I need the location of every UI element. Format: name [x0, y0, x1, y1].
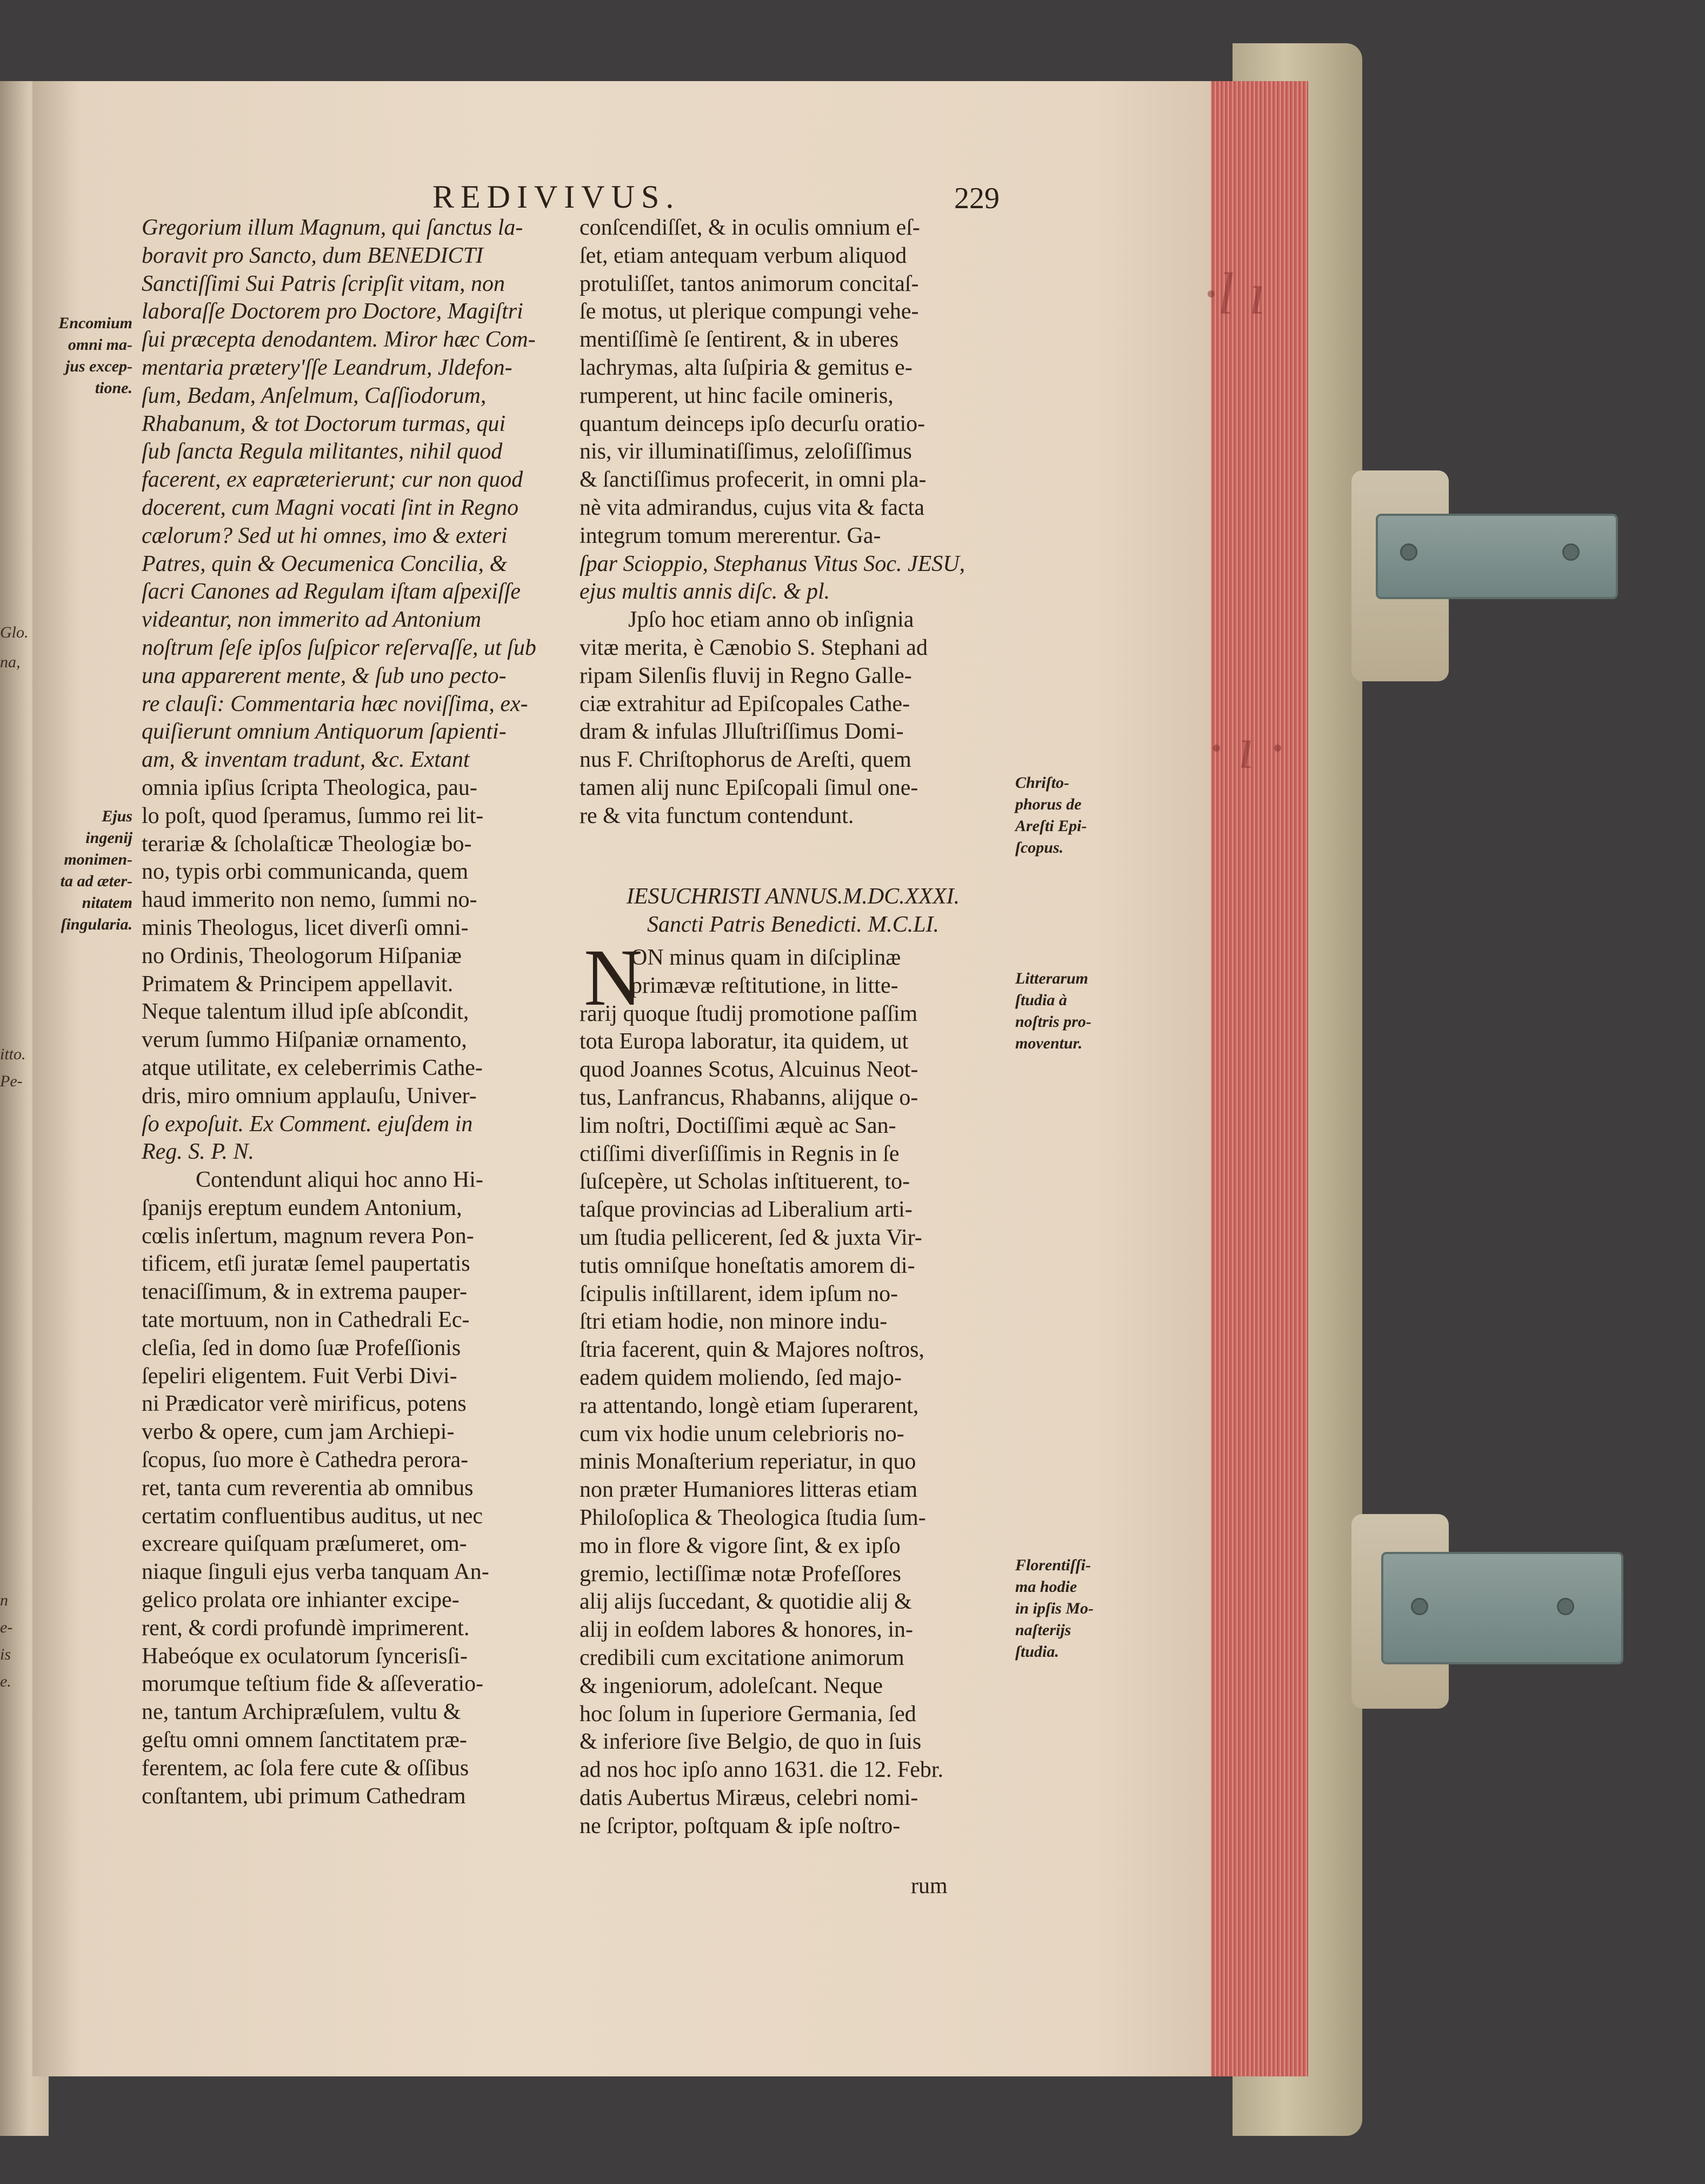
- text-line: ſtria facerent, quin & Majores noſtros,: [580, 1337, 924, 1363]
- margin-note-ingenij: Ejus ingenij monimen- ta ad æter- nitatem ſingularia.: [60, 807, 132, 933]
- text-line: ſet, etiam antequam verbum aliquod: [580, 243, 907, 268]
- text-line: ne ſcriptor, poſtquam & ipſe noſtro-: [580, 1813, 901, 1838]
- text-line: verum ſummo Hiſpaniæ ornamento,: [142, 1027, 467, 1053]
- left-text-column: [142, 214, 563, 1810]
- right-text-column-bottom: [580, 933, 1007, 1841]
- text-line: omnia ipſius ſcripta Theologica, pau-: [142, 775, 477, 800]
- text-line: verbo & opere, cum jam Archiepi-: [142, 1419, 455, 1445]
- text-line: Gregorium illum Magnum, qui ſanctus la-: [142, 215, 523, 240]
- text-line: ni Prædicator verè mirificus, potens: [142, 1391, 467, 1417]
- page-number: 229: [954, 182, 1000, 215]
- text-line: docerent, cum Magni vocati ſint in Regno: [142, 495, 519, 520]
- left-page-fragment: n: [0, 1591, 8, 1609]
- text-line: ſtri etiam hodie, non minore indu-: [580, 1309, 888, 1335]
- text-line: Philoſoplica & Theologica ſtudia ſum-: [580, 1505, 926, 1530]
- text-line: protuliſſet, tantos animorum concitaſ-: [580, 271, 919, 296]
- year-heading: IESUCHRISTI ANNUS.M.DC.XXXI.: [626, 884, 960, 909]
- text-line: conſcendiſſet, & in oculis omnium eſ-: [580, 215, 920, 240]
- text-line: ad nos hoc ipſo anno 1631. die 12. Febr.: [580, 1757, 944, 1783]
- text-line: tus, Lanfrancus, Rhabanns, alijque o-: [580, 1085, 918, 1110]
- text-line: ejus multis annis diſc. & pl.: [580, 579, 830, 605]
- text-line: tamen alij nunc Epiſcopali ſimul one-: [580, 775, 918, 800]
- text-line: mentiſſimè ſe ſentirent, & in uberes: [580, 327, 899, 353]
- rivet-icon: [1411, 1598, 1428, 1615]
- text-line: una apparerent mente, & ſub uno pecto-: [142, 663, 507, 688]
- margin-note-encomium: Encomium omni ma- jus excep- tione.: [58, 314, 132, 397]
- text-line: primævæ reſtitutione, in litte-: [631, 973, 898, 998]
- left-page-fragment: Pe-: [0, 1072, 23, 1090]
- text-line: ſcopus, ſuo more è Cathedra perora-: [142, 1448, 469, 1473]
- text-line: cælorum? Sed ut hi omnes, imo & exteri: [142, 523, 508, 548]
- text-line: ſcipulis inſtillarent, idem ipſum no-: [580, 1281, 898, 1306]
- text-line: ctiſſimi diverſiſſimis in Regnis in ſe: [580, 1141, 900, 1166]
- year-subheading: Sancti Patris Benedicti. M.C.LI.: [647, 912, 940, 937]
- text-line: nis, vir illuminatiſſimus, zeloſiſſimus: [580, 439, 912, 464]
- text-line: hoc ſolum in ſuperiore Germania, ſed: [580, 1701, 916, 1727]
- text-line: vitæ merita, è Cænobio S. Stephani ad: [580, 635, 928, 660]
- text-line: Reg. S. P. N.: [142, 1139, 255, 1165]
- text-line: quiſierunt omnium Antiquorum ſapienti-: [142, 719, 507, 745]
- text-line: cœlis inſertum, magnum revera Pon-: [142, 1223, 474, 1249]
- text-line: minis Theologus, licet diverſi omni-: [142, 915, 469, 940]
- text-line: ſum, Bedam, Anſelmum, Caſſiodorum,: [142, 383, 487, 408]
- rivet-icon: [1400, 543, 1417, 561]
- text-line: dram & infulas Jlluſtriſſimus Domi-: [580, 719, 904, 745]
- text-line: atque utilitate, ex celeberrimis Cathe-: [142, 1055, 483, 1080]
- text-line: quod Joannes Scotus, Alcuinus Neot-: [580, 1057, 918, 1083]
- text-line: ciæ extrahitur ad Epiſcopales Cathe-: [580, 691, 910, 716]
- text-line: re clauſi: Commentaria hæc noviſſima, ex-: [142, 691, 528, 716]
- text-line: ſpanijs ereptum eundem Antonium,: [142, 1195, 462, 1220]
- text-line: gelico prolata ore inhianter excipe-: [142, 1588, 459, 1613]
- text-line: Sanctiſſimi Sui Patris ſcripſit vitam, non: [142, 271, 505, 296]
- text-line: am, & inventam tradunt, &c. Extant: [142, 747, 470, 773]
- text-line: & ſanctiſſimus profecerit, in omni pla-: [580, 467, 927, 493]
- text-line: Primatem & Principem appellavit.: [142, 971, 454, 997]
- text-line: rarij quoque ſtudij promotione paſſim: [580, 1001, 918, 1026]
- text-line: ſub ſancta Regula militantes, nihil quod: [142, 439, 503, 464]
- left-page-fragment: Glo.: [0, 623, 29, 641]
- red-page-edges: [1200, 81, 1308, 2076]
- text-line: morumque teſtium fide & aſſeveratio-: [142, 1671, 484, 1697]
- text-line: Patres, quin & Oecumenica Concilia, &: [142, 551, 508, 576]
- text-line: alij alijs ſuccedant, & quotidie alij &: [580, 1589, 912, 1615]
- text-line: non præter Humaniores litteras etiam: [580, 1477, 918, 1503]
- text-line: lachrymas, alta ſuſpiria & gemitus e-: [580, 355, 913, 380]
- text-line: cum vix hodie unum celebrioris no-: [580, 1421, 904, 1446]
- text-line: minis Monaſterium reperiatur, in quo: [580, 1449, 916, 1475]
- text-line: Contendunt aliqui hoc anno Hi-: [196, 1167, 483, 1193]
- text-line: rent, & cordi profundè imprimerent.: [142, 1615, 470, 1641]
- text-line: mo in flore & vigore ſint, & ex ipſo: [580, 1533, 901, 1558]
- text-line: & inferiore ſive Belgio, de quo in ſuis: [580, 1729, 922, 1755]
- text-line: nè vita admirandus, cujus vita & facta: [580, 495, 924, 520]
- margin-note-aresti: Chriſto- phorus de Areſti Epi- ſcopus.: [1015, 774, 1087, 857]
- text-line: ſacri Canones ad Regulam iſtam aſpexiſſe: [142, 579, 521, 605]
- text-line: quantum deinceps ipſo decurſu oratio-: [580, 411, 925, 436]
- text-line: lim noſtri, Doctiſſimi æquè ac San-: [580, 1113, 896, 1138]
- left-page-fragment: e-: [0, 1618, 13, 1636]
- text-line: terariæ & ſcholaſticæ Theologiæ bo-: [142, 831, 472, 857]
- text-line: & ingeniorum, adoleſcant. Neque: [580, 1673, 883, 1698]
- text-line: no, typis orbi communicanda, quem: [142, 859, 469, 885]
- text-line: ſo expoſuit. Ex Comment. ejuſdem in: [142, 1111, 473, 1137]
- text-line: haud immerito non nemo, ſummi no-: [142, 887, 477, 913]
- show-through-ink: · ı ·: [1208, 715, 1284, 781]
- text-line: tate mortuum, non in Cathedrali Ec-: [142, 1307, 470, 1333]
- text-line: videantur, non immerito ad Antonium: [142, 607, 482, 633]
- rivet-icon: [1562, 543, 1580, 561]
- text-line: certatim confluentibus auditus, ut nec: [142, 1503, 483, 1529]
- text-line: tificem, etſi juratæ ſemel paupertatis: [142, 1251, 470, 1277]
- left-page-fragment: na,: [0, 653, 21, 671]
- text-line: dris, miro omnium applauſu, Univer-: [142, 1083, 477, 1108]
- left-page-fragment: is: [0, 1645, 11, 1663]
- text-line: mentaria prætery'ſſe Leandrum, Jldefon-: [142, 355, 512, 380]
- margin-note-florentissima: Florentiſſi- ma hodie in ipſis Mo- naſterijs ſtudia.: [1015, 1556, 1094, 1661]
- running-head: REDIVIVUS.: [432, 179, 681, 215]
- text-line: ra attentando, longè etiam ſuperarent,: [580, 1393, 919, 1418]
- text-line: ripam Silenſis fluvij in Regno Galle-: [580, 663, 912, 688]
- text-line: cleſia, ſed in domo ſuæ Profeſſionis: [142, 1335, 461, 1360]
- show-through-ink: ·l ı: [1203, 261, 1266, 327]
- drop-cap: N: [584, 933, 643, 1023]
- text-line: Jpſo hoc etiam anno ob inſignia: [628, 607, 914, 633]
- text-line: tota Europa laboratur, ita quidem, ut: [580, 1029, 909, 1054]
- text-line: rumperent, ut hinc facile omineris,: [580, 383, 894, 408]
- text-line: ret, tanta cum reverentia ab omnibus: [142, 1475, 474, 1501]
- text-line: um ſtudia pellicerent, ſed & juxta Vir-: [580, 1225, 922, 1250]
- text-line: facerent, ex eapræterierunt; cur non quod: [142, 467, 523, 493]
- text-line: conſtantem, ubi primum Cathedram: [142, 1783, 466, 1809]
- text-line: re & vita functum contendunt.: [580, 803, 854, 828]
- margin-note-litterarum: Litterarum ſtudia à noſtris pro- moventur.: [1015, 970, 1091, 1052]
- text-line: integrum tomum mererentur. Ga-: [580, 523, 881, 548]
- text-line: datis Aubertus Miræus, celebri nomi-: [580, 1785, 918, 1810]
- text-line: lo poſt, quod ſperamus, ſummo rei lit-: [142, 803, 484, 828]
- text-line: nus F. Chriſtophorus de Areſti, quem: [580, 747, 911, 773]
- left-page-fragment: itto.: [0, 1045, 26, 1063]
- right-text-column-top: [580, 214, 1007, 831]
- text-line: ON minus quam in diſciplinæ: [631, 945, 901, 970]
- text-line: noſtrum ſeſe ipſos ſuſpicor reſervaſſe, ut ſub: [142, 635, 536, 660]
- text-line: laboraſſe Doctorem pro Doctore, Magiſtri: [142, 299, 523, 324]
- text-line: ſui præcepta denodantem. Miror hæc Com-: [142, 327, 536, 353]
- text-line: ſepeliri eligentem. Fuit Verbi Divi-: [142, 1363, 457, 1389]
- text-line: taſque provincias ad Liberalium arti-: [580, 1197, 913, 1223]
- left-page-fragment: e.: [0, 1672, 11, 1690]
- text-line: tutis omniſque honeſtatis amorem di-: [580, 1253, 915, 1278]
- text-line: excreare quiſquam præſumeret, om-: [142, 1531, 467, 1557]
- text-line: ferentem, ac ſola fere cute & oſſibus: [142, 1755, 469, 1781]
- text-line: Habeóque ex oculatorum ſyncerisſi-: [142, 1643, 468, 1669]
- text-line: ſpar Scioppio, Stephanus Vitus Soc. JESU,: [580, 551, 965, 576]
- text-line: no Ordinis, Theologorum Hiſpaniæ: [142, 943, 462, 968]
- text-line: Rhabanum, & tot Doctorum turmas, qui: [142, 411, 506, 436]
- text-line: credibili cum excitatione animorum: [580, 1645, 904, 1670]
- text-line: alij in eoſdem labores & honores, in-: [580, 1617, 914, 1643]
- text-line: boravit pro Sancto, dum BENEDICTI: [142, 243, 483, 268]
- text-line: niaque ſinguli ejus verba tanquam An-: [142, 1559, 489, 1585]
- text-line: geſtu omni omnem ſanctitatem præ-: [142, 1728, 467, 1753]
- text-line: Neque talentum illud ipſe abſcondit,: [142, 999, 469, 1025]
- rivet-icon: [1557, 1598, 1574, 1615]
- text-line: tenaciſſimum, & in extrema pauper-: [142, 1279, 468, 1305]
- text-line: ne, tantum Archipræſulem, vultu &: [142, 1700, 461, 1725]
- text-line: ſuſcepère, ut Scholas inſtituerent, to-: [580, 1169, 910, 1194]
- text-line: gremio, lectiſſimæ notæ Profeſſores: [580, 1561, 901, 1586]
- text-line: eadem quidem moliendo, ſed majo-: [580, 1365, 902, 1390]
- text-line: ſe motus, ut plerique compungi vehe-: [580, 299, 919, 324]
- catchword: rum: [911, 1874, 948, 1898]
